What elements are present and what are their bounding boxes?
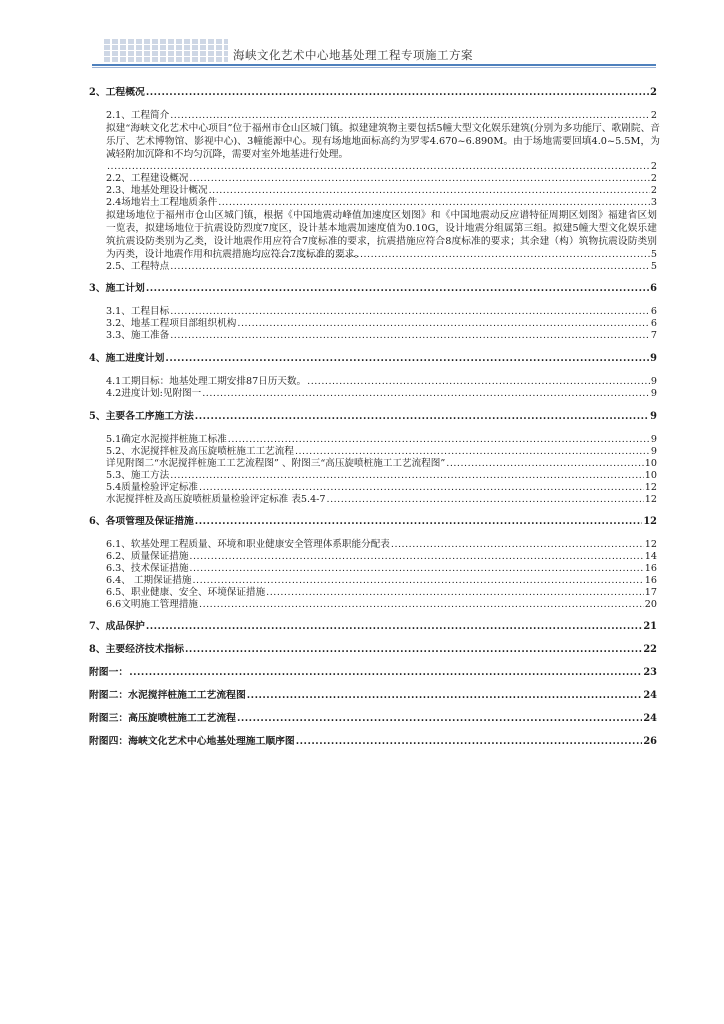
- toc-entry-4-2[interactable]: 4.2进度计划:见附图一 ..... 9: [89, 388, 657, 400]
- header-rule-thin: [92, 67, 656, 68]
- toc-entry-5-3[interactable]: 5.3、施工方法 ..... 10: [89, 470, 657, 482]
- toc-entry-2-4-end[interactable]: ..... 5: [89, 249, 657, 261]
- toc-entry-5-2[interactable]: 5.2、水泥搅拌桩及高压旋喷桩施工工艺流程 ..... 9: [89, 446, 657, 458]
- toc-entry-4-1[interactable]: 4.1工期目标：地基处理工期安排87日历天数。 ..... 9: [89, 376, 657, 388]
- document-title: 海峡文化艺术中心地基处理工程专项施工方案: [233, 48, 473, 62]
- toc-entry-5-4[interactable]: 5.4质量检验评定标准 ..... 12: [89, 482, 657, 494]
- toc-entry-8[interactable]: 8、主要经济技术指标 ..... 22: [89, 644, 657, 656]
- toc-text-2-1: 拟建“海峡文化艺术中心项目”位于福州市仓山区城门镇。拟建建筑物主要包括5幢大型文化娱乐建筑(分别为多功能厅、歌剧院、音乐厅、艺术博物馆、影视中心)、3幢能源中心。现有场地地面标高约为罗零4.670~6.890M。由于场地需要回填4.0~5.5M，为减轻附加沉降和不均匀沉降，需要对室外地基进行处理。: [106, 123, 660, 160]
- toc-entry-5-4b[interactable]: 水泥搅拌桩及高压旋喷桩质量检验评定标准 表5.4-7 ..... 12: [89, 494, 657, 506]
- toc-text-2-4-body: 拟建场地位于福州市仓山区城门镇，根据《中国地震动峰值加速度区划图》和《中国地震动反应谱特征周期区划图》福建省区划一览表，拟建场地位于抗震设防烈度7度区，设计基本地震加速度值为0.10G，设计地震分组属第三组。拟建5幢大型文化娱乐建筑抗震设防类别为乙类，设计地震作用应符合7度标准的要求，抗震措施应符合8度标准的要求；其余建（构）筑物抗震设防类别为丙类，设计地震作用和抗震措施均应符合7度标准的要求。: [106, 210, 657, 260]
- toc-entry-6-2[interactable]: 6.2、质量保证措施 ..... 14: [89, 551, 657, 563]
- toc-entry-figure-3[interactable]: 附图三：高压旋喷桩施工工艺流程 ..... 24: [89, 713, 657, 725]
- toc-entry-2-5[interactable]: 2.5、工程特点 ..... 5: [89, 261, 657, 273]
- toc-entry-6-3[interactable]: 6.3、技术保证措施 ..... 16: [89, 563, 657, 575]
- toc-entry-6-6[interactable]: 6.6文明施工管理措施 ..... 20: [89, 599, 657, 611]
- toc-entry-3-2[interactable]: 3.2、地基工程项目部组织机构 ..... 6: [89, 318, 657, 330]
- toc-entry-6-1[interactable]: 6.1、软基处理工程质量、环境和职业健康安全管理体系职能分配表 ..... 12: [89, 539, 657, 551]
- toc-entry-7[interactable]: 7、成品保护 ..... 21: [89, 621, 657, 633]
- toc-entry-3-3[interactable]: 3.3、施工准备 ..... 7: [89, 330, 657, 342]
- toc-entry-2-1-cont[interactable]: ..... 2: [89, 161, 657, 173]
- toc-entry-4[interactable]: 4、施工进度计划 ..... 9: [89, 353, 657, 365]
- toc-entry-5-1[interactable]: 5.1确定水泥搅拌桩施工标准 ..... 9: [89, 434, 657, 446]
- toc-entry-figure-2[interactable]: 附图二：水泥搅拌桩施工工艺流程图 ..... 24: [89, 690, 657, 702]
- toc-entry-6[interactable]: 6、各项管理及保证措施 ..... 12: [89, 516, 657, 528]
- toc-entry-2-3[interactable]: 2.3、地基处理设计概况 ..... 2: [89, 185, 657, 197]
- toc-entry-figure-1[interactable]: 附图一： ..... 23: [89, 667, 657, 679]
- toc-entry-2-1[interactable]: 2.1、工程简介 ..... 2: [89, 110, 657, 122]
- header-rule: [92, 64, 656, 66]
- toc-entry-figure-4[interactable]: 附图四：海峡文化艺术中心地基处理施工顺序图 ..... 26: [89, 736, 657, 748]
- toc-entry-2-2[interactable]: 2.2、工程建设概况 ..... 2: [89, 173, 657, 185]
- toc-entry-2[interactable]: 2、工程概况 ..... 2: [89, 87, 657, 99]
- company-logo: [104, 38, 228, 62]
- toc-entry-3-1[interactable]: 3.1、工程目标 ..... 6: [89, 306, 657, 318]
- table-of-contents: [89, 87, 660, 748]
- toc-entry-5[interactable]: 5、主要各工序施工方法 ..... 9: [89, 411, 657, 423]
- toc-entry-6-4[interactable]: 6.4、 工期保证措施 ..... 16: [89, 575, 657, 587]
- toc-entry-6-5[interactable]: 6.5、职业健康、安全、环境保证措施 ..... 17: [89, 587, 657, 599]
- toc-entry-2-4[interactable]: 2.4场地岩土工程地质条件 ..... 3: [89, 197, 657, 209]
- toc-entry-5-2b[interactable]: 详见附图二“水泥搅拌桩施工工艺流程图” 、附图三“高压旋喷桩施工工艺流程图” ..... 10: [89, 458, 657, 470]
- toc-entry-3[interactable]: 3、施工计划 ..... 6: [89, 283, 657, 295]
- page-header: [0, 0, 724, 70]
